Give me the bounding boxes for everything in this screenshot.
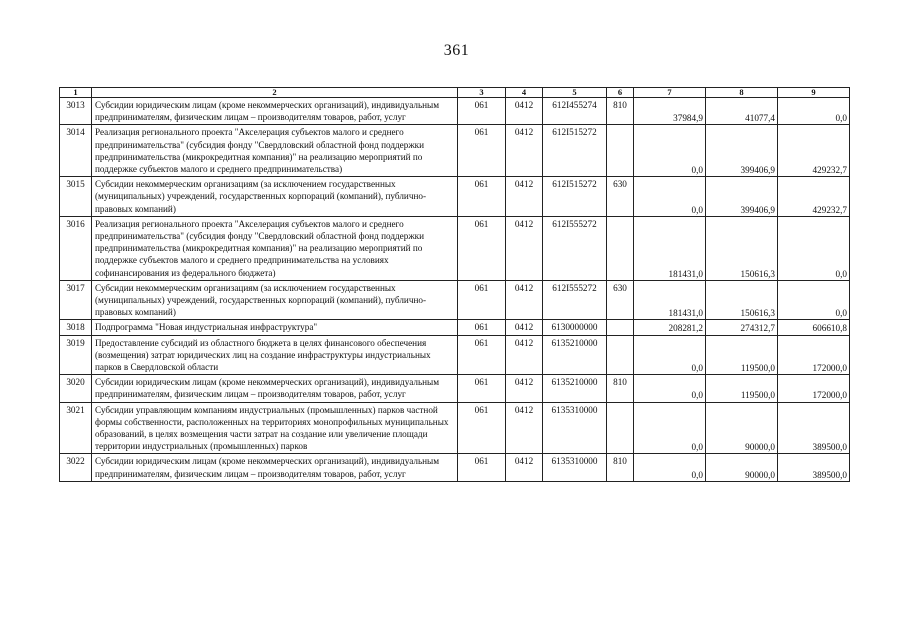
value-col-8: 399406,9 <box>706 177 778 217</box>
code-section: 0412 <box>506 375 543 402</box>
row-number: 3019 <box>60 335 92 375</box>
column-header: 4 <box>506 88 543 98</box>
code-section: 0412 <box>506 335 543 375</box>
value-col-9: 172000,0 <box>778 335 850 375</box>
row-name: Субсидии некоммерческим организациям (за исключением государственных (муниципальных) учреждений, государственных корпораций (компаний), публично-правовых компаний) <box>92 177 458 217</box>
value-col-9: 0,0 <box>778 98 850 125</box>
value-col-8: 399406,9 <box>706 125 778 177</box>
code-section: 0412 <box>506 125 543 177</box>
code-ministry: 061 <box>458 335 506 375</box>
code-expense-type <box>607 216 634 280</box>
table-row <box>60 402 850 454</box>
value-col-9: 429232,7 <box>778 125 850 177</box>
row-number: 3013 <box>60 98 92 125</box>
code-section: 0412 <box>506 98 543 125</box>
value-col-7: 0,0 <box>634 125 706 177</box>
code-ministry: 061 <box>458 320 506 335</box>
value-col-9: 172000,0 <box>778 375 850 402</box>
row-number: 3017 <box>60 280 92 320</box>
value-col-9: 606610,8 <box>778 320 850 335</box>
code-target-article: 6135210000 <box>543 375 607 402</box>
row-name: Предоставление субсидий из областного бюджета в целях финансового обеспечения (возмещения) затрат юридических лиц на создание инфраструктуры индустриальных парков в Свердловской области <box>92 335 458 375</box>
code-target-article: 612I455274 <box>543 98 607 125</box>
table-row <box>60 280 850 320</box>
code-expense-type: 810 <box>607 454 634 481</box>
code-ministry: 061 <box>458 402 506 454</box>
column-header: 1 <box>60 88 92 98</box>
budget-table <box>59 87 850 482</box>
code-ministry: 061 <box>458 280 506 320</box>
value-col-8: 274312,7 <box>706 320 778 335</box>
table-row <box>60 335 850 375</box>
table-row <box>60 177 850 217</box>
code-section: 0412 <box>506 402 543 454</box>
code-ministry: 061 <box>458 375 506 402</box>
row-number: 3014 <box>60 125 92 177</box>
code-target-article: 6135310000 <box>543 402 607 454</box>
column-header: 7 <box>634 88 706 98</box>
row-name: Субсидии юридическим лицам (кроме некоммерческих организаций), индивидуальным предпринимателям, физическим лицам – производителям товаров, работ, услуг <box>92 454 458 481</box>
code-expense-type: 630 <box>607 280 634 320</box>
code-ministry: 061 <box>458 98 506 125</box>
value-col-7: 0,0 <box>634 402 706 454</box>
value-col-8: 90000,0 <box>706 402 778 454</box>
row-name: Реализация регионального проекта "Акселерация субъектов малого и среднего предпринимательства" (субсидия фонду "Свердловский областной фонд поддержки предпринимательства (микрокредитная компания)" на реализацию мероприятий по поддержке субъектов малого и среднего предпринимательства) <box>92 125 458 177</box>
value-col-7: 37984,9 <box>634 98 706 125</box>
value-col-8: 90000,0 <box>706 454 778 481</box>
code-expense-type: 810 <box>607 375 634 402</box>
code-target-article: 612I555272 <box>543 216 607 280</box>
value-col-9: 389500,0 <box>778 402 850 454</box>
code-section: 0412 <box>506 177 543 217</box>
value-col-7: 0,0 <box>634 335 706 375</box>
column-header: 9 <box>778 88 850 98</box>
value-col-7: 0,0 <box>634 454 706 481</box>
code-target-article: 612I555272 <box>543 280 607 320</box>
column-header: 3 <box>458 88 506 98</box>
table-row <box>60 98 850 125</box>
value-col-9: 0,0 <box>778 216 850 280</box>
code-target-article: 612I515272 <box>543 177 607 217</box>
code-section: 0412 <box>506 216 543 280</box>
value-col-7: 0,0 <box>634 177 706 217</box>
column-header: 6 <box>607 88 634 98</box>
page-number: 361 <box>443 42 470 59</box>
value-col-7: 0,0 <box>634 375 706 402</box>
row-name: Субсидии некоммерческим организациям (за исключением государственных (муниципальных) учреждений, государственных корпораций (компаний), публично-правовых компаний) <box>92 280 458 320</box>
value-col-8: 41077,4 <box>706 98 778 125</box>
code-target-article: 6135310000 <box>543 454 607 481</box>
value-col-7: 181431,0 <box>634 280 706 320</box>
value-col-7: 181431,0 <box>634 216 706 280</box>
row-number: 3021 <box>60 402 92 454</box>
row-number: 3020 <box>60 375 92 402</box>
value-col-8: 119500,0 <box>706 375 778 402</box>
code-ministry: 061 <box>458 216 506 280</box>
table-row <box>60 216 850 280</box>
code-target-article: 6135210000 <box>543 335 607 375</box>
code-expense-type <box>607 320 634 335</box>
column-header: 2 <box>92 88 458 98</box>
row-name: Подпрограмма "Новая индустриальная инфраструктура" <box>92 320 458 335</box>
table-row <box>60 125 850 177</box>
code-target-article: 612I515272 <box>543 125 607 177</box>
value-col-8: 150616,3 <box>706 280 778 320</box>
code-section: 0412 <box>506 280 543 320</box>
value-col-7: 208281,2 <box>634 320 706 335</box>
value-col-9: 389500,0 <box>778 454 850 481</box>
row-number: 3018 <box>60 320 92 335</box>
code-section: 0412 <box>506 454 543 481</box>
code-target-article: 6130000000 <box>543 320 607 335</box>
code-ministry: 061 <box>458 125 506 177</box>
value-col-9: 0,0 <box>778 280 850 320</box>
row-name: Реализация регионального проекта "Акселерация субъектов малого и среднего предпринимательства" (субсидия фонду "Свердловский областной фонд поддержки предпринимательства (микрокредитная компания)" на реализацию мероприятий по поддержке субъектов малого и среднего предпринимательства на условиях софинансирования из федерального бюджета) <box>92 216 458 280</box>
table-row <box>60 375 850 402</box>
code-ministry: 061 <box>458 454 506 481</box>
value-col-8: 150616,3 <box>706 216 778 280</box>
table-row <box>60 454 850 481</box>
value-col-8: 119500,0 <box>706 335 778 375</box>
row-number: 3022 <box>60 454 92 481</box>
row-name: Субсидии управляющим компаниям индустриальных (промышленных) парков частной формы собственности, расположенных на территориях монопрофильных муниципальных образований, в целях возмещения части затрат на создание или увеличение площади территории индустриальных (промышленных) парков <box>92 402 458 454</box>
row-name: Субсидии юридическим лицам (кроме некоммерческих организаций), индивидуальным предпринимателям, физическим лицам – производителям товаров, работ, услуг <box>92 98 458 125</box>
column-header: 5 <box>543 88 607 98</box>
code-ministry: 061 <box>458 177 506 217</box>
row-number: 3016 <box>60 216 92 280</box>
value-col-9: 429232,7 <box>778 177 850 217</box>
code-expense-type <box>607 335 634 375</box>
code-expense-type: 630 <box>607 177 634 217</box>
code-expense-type: 810 <box>607 98 634 125</box>
row-number: 3015 <box>60 177 92 217</box>
code-expense-type <box>607 125 634 177</box>
code-section: 0412 <box>506 320 543 335</box>
table-row <box>60 320 850 335</box>
header-row <box>60 88 850 98</box>
row-name: Субсидии юридическим лицам (кроме некоммерческих организаций), индивидуальным предпринимателям, физическим лицам – производителям товаров, работ, услуг <box>92 375 458 402</box>
code-expense-type <box>607 402 634 454</box>
column-header: 8 <box>706 88 778 98</box>
